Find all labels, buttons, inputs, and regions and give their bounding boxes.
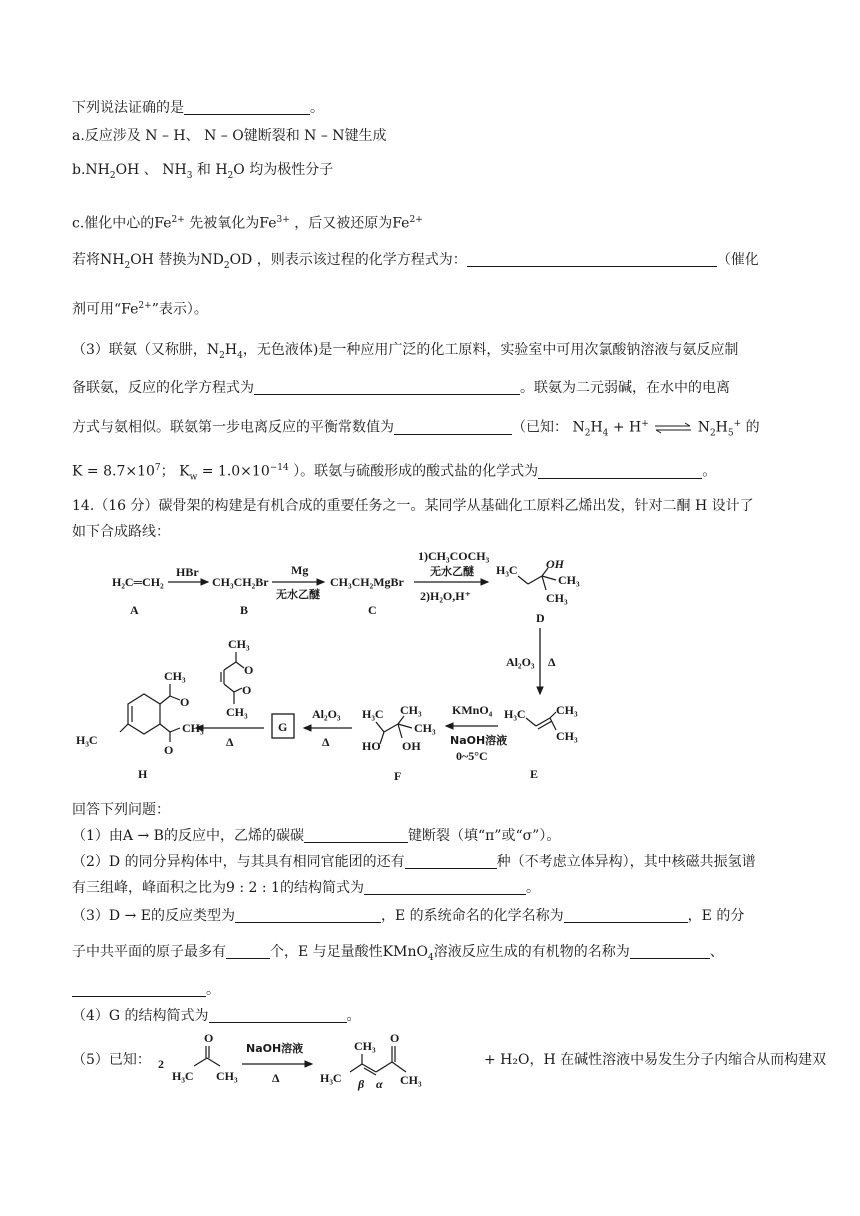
label-e: E <box>530 767 539 781</box>
svg-text:CH₃: CH₃ <box>556 703 578 717</box>
replace-line: 若将$NH_2OH$ 替换为$ND_2OD$ ，则表示该过程的化学方程式为： （催化 <box>72 252 759 271</box>
compound-e <box>504 703 578 743</box>
svg-text:α: α <box>376 1077 383 1091</box>
svg-text:CH₃: CH₃ <box>228 637 250 651</box>
condition-temp: 0~5°C <box>456 749 488 763</box>
arrow-head-icon <box>537 687 543 694</box>
option-c: c.催化中心的$Fe^{2+}$ 先被氧化为$Fe^{3+}$ ，后又被还原为$Fe^{2+}$ <box>72 215 423 232</box>
sub-question-5-pre: （5）已知： <box>72 1052 151 1068</box>
reagent-kmno4: KMnO₄ <box>452 703 493 717</box>
answer-blank[interactable] <box>538 464 702 479</box>
sub-question-3b: 子中共平面的原子最多有 个，E 与足量酸性KMnO$_4$溶液反应生成的有机物的名称为 、 <box>72 944 724 963</box>
sub-question-1: （1）由A → B的反应中，乙烯的碳碳 键断裂（填“π”或“σ”）。 <box>72 828 561 844</box>
answer-blank[interactable] <box>564 908 688 923</box>
svg-text:CH₃: CH₃ <box>558 573 580 587</box>
svg-text:CH₃: CH₃ <box>414 721 436 735</box>
svg-text:CH₃: CH₃ <box>400 703 422 717</box>
svg-text:H₃C: H₃C <box>504 707 526 721</box>
arrow-head-icon <box>317 579 324 585</box>
equilibrium-arrow-icon <box>653 422 693 434</box>
svg-text:CH₃: CH₃ <box>354 1039 376 1053</box>
svg-text:CH₃: CH₃ <box>164 669 186 683</box>
condition-heat: Δ <box>548 655 556 669</box>
answer-blank[interactable] <box>209 1008 347 1023</box>
svg-text:H₃C: H₃C <box>362 707 384 721</box>
svg-text:O: O <box>242 683 252 697</box>
arrow-head-icon <box>481 579 488 585</box>
reagent-hbr: HBr <box>176 565 199 579</box>
arrow-head-icon <box>446 723 453 729</box>
answer-blank[interactable] <box>184 100 310 115</box>
svg-text:CH₃: CH₃ <box>546 591 568 605</box>
compound-b: CH₃CH₂Br <box>212 575 269 589</box>
svg-text:O: O <box>390 1031 400 1045</box>
compound-g: G <box>278 720 288 734</box>
sub-question-5-post: + H₂O，H 在碱性溶液中易发生分子内缩合从而构建双 <box>484 1052 827 1068</box>
label-h: H <box>138 767 148 781</box>
reagent-ether-2: 无水乙醚 <box>430 565 474 578</box>
part3-line-2: 备联氨，反应的化学方程式为 。联氨为二元弱碱，在水中的电离 <box>72 380 730 396</box>
label-c: C <box>368 603 377 617</box>
condition-heat-3: Δ <box>226 735 234 749</box>
equation-blank[interactable] <box>467 252 717 267</box>
sub-question-4: （4）G 的结构简式为 。 <box>72 1008 361 1024</box>
diene-reagent <box>221 637 253 719</box>
condition-heat-2: Δ <box>322 735 330 749</box>
reagent-naoh: NaOH溶液 <box>450 734 508 747</box>
label-b: B <box>240 603 249 617</box>
q13-line-1: 下列说法证确的是 。 <box>72 100 324 116</box>
part3-line-3: 方式与氨相似。联氨第一步电离反应的平衡常数值为 （已知： $N_2H_4 + H^+$ $N_2H_5^+$ 的 <box>72 419 760 439</box>
equation-blank[interactable] <box>254 380 520 395</box>
answer-blank[interactable] <box>405 854 497 869</box>
part3-line-1: （3）联氨（又称肼，$N_2H_4$，无色液体)是一种应用广泛的化工原料，实验室中可用次氯酸钠溶液与氨反应制 <box>72 342 739 361</box>
reagent-al2o3: Al₂O₃ <box>506 655 535 669</box>
compound-d <box>496 557 580 605</box>
answer-blank[interactable] <box>394 420 512 435</box>
svg-text:O: O <box>204 1031 214 1045</box>
svg-text:H₃C: H₃C <box>320 1071 342 1085</box>
option-a: a.反应涉及 N – H、 N – O键断裂和 N – N键生成 <box>72 128 387 144</box>
svg-text:CH₃: CH₃ <box>226 705 248 719</box>
answer-blank[interactable] <box>72 982 206 997</box>
answer-blank[interactable] <box>364 880 526 895</box>
svg-text:β: β <box>358 1077 365 1091</box>
svg-text:O: O <box>180 695 190 709</box>
coefficient: 2 <box>158 1057 164 1071</box>
label-d: D <box>536 611 545 625</box>
svg-text:NaOH溶液: NaOH溶液 <box>246 1042 304 1055</box>
svg-text:CH₃: CH₃ <box>216 1069 238 1083</box>
q14-intro-2: 如下合成路线： <box>72 524 170 540</box>
arrow-head-icon <box>304 725 311 731</box>
arrow-head-icon <box>305 1061 312 1067</box>
svg-text:OH: OH <box>546 557 564 571</box>
reagent-mg: Mg <box>291 563 309 577</box>
replace-line-2: 剂可用“$Fe^{2+}$”表示）。 <box>72 301 208 318</box>
svg-text:HO: HO <box>362 739 381 753</box>
svg-text:H₃C: H₃C <box>172 1069 194 1083</box>
reagent-acetone: 1)CH₃COCH₃ <box>418 549 490 563</box>
reagent-ether: 无水乙醚 <box>276 588 320 601</box>
sub-question-3: （3）D → E的反应类型为 ，E 的系统命名的化学名称为 ，E 的分 <box>72 908 745 924</box>
compound-f <box>362 703 436 753</box>
compound-h <box>76 669 204 757</box>
label-a: A <box>130 603 139 617</box>
answer-blank[interactable] <box>226 944 270 959</box>
svg-text:OH: OH <box>402 739 421 753</box>
aldol-reaction <box>154 1030 484 1094</box>
answer-blank[interactable] <box>630 944 710 959</box>
reagent-h3o: 2)H₂O,H⁺ <box>420 589 471 603</box>
svg-text:O: O <box>244 663 254 677</box>
synthesis-scheme <box>76 548 600 784</box>
arrow-head-icon <box>201 579 208 585</box>
sub-question-3c: 。 <box>72 980 220 1000</box>
svg-text:H₃C: H₃C <box>496 563 518 577</box>
option-b: $b.NH_2OH$ 、 $NH_3$ 和 $H_2O$ 均为极性分子 <box>72 162 334 181</box>
q14-intro-1: 14.（16 分）碳骨架的构建是有机合成的重要任务之一。某同学从基础化工原料乙烯出发，针对二酮 H 设计了 <box>72 498 754 514</box>
compound-a: H₂C═CH₂ <box>112 575 164 589</box>
sub-question-2b: 有三组峰，峰面积之比为9 : 2 : 1的结构简式为 。 <box>72 880 540 896</box>
compound-c: CH₃CH₂MgBr <box>330 575 404 589</box>
answer-blank[interactable] <box>304 828 408 843</box>
sub-question-2: （2）D 的同分异构体中，与其具有相同官能团的还有 种（不考虑立体异构），其中核磁共振氢谱 <box>72 854 756 870</box>
svg-text:O: O <box>164 743 174 757</box>
svg-text:H₃C: H₃C <box>76 733 98 747</box>
answer-blank[interactable] <box>235 908 381 923</box>
part3-line-4: $K = 8.7\times 10^7$； $K_w = 1.0\times 10^{-14}$ ）。联氨与硫酸形成的酸式盐的化学式为 。 <box>72 463 717 483</box>
svg-text:CH₃: CH₃ <box>400 1073 422 1087</box>
label-f: F <box>394 769 402 783</box>
svg-text:CH₃: CH₃ <box>556 729 578 743</box>
reagent-al2o3-2: Al₂O₃ <box>312 707 341 721</box>
svg-text:Δ: Δ <box>272 1071 280 1085</box>
svg-text:CH₃: CH₃ <box>182 721 204 735</box>
answer-heading: 回答下列问题： <box>72 802 170 818</box>
